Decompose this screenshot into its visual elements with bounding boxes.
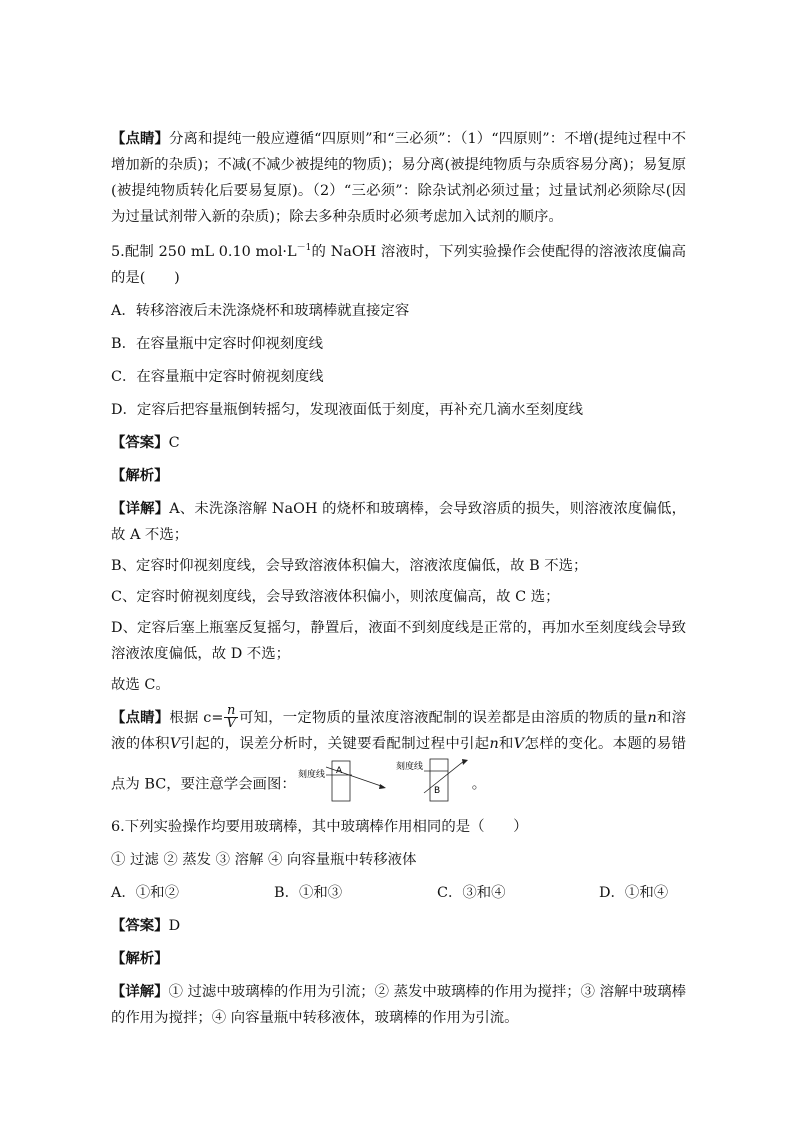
q5-detail-a-text: A、未洗涤溶解 NaOH 的烧杯和玻璃棒，会导致溶质的损失，则溶液浓度偏低，故 A 不选； [111,500,686,543]
q5-dianjing [111,705,686,812]
eye-arrow-left [379,784,386,789]
var-n: n [647,709,657,726]
q6-detail-text: ① 过滤中玻璃棒的作用为引流；② 蒸发中玻璃棒的作用为搅拌；③ 溶解中玻璃棒的作用为搅拌；④ 向容量瓶中转移液体，玻璃棒的作用为引流。 [111,983,686,1026]
fig-label-right: 刻度线 [395,761,423,772]
question-6-stem: 6.下列实验操作均要用玻璃棒，其中玻璃棒作用相同的是（ ） [111,818,528,835]
q6-answer [111,913,686,939]
reading-diagram [296,757,472,812]
q5-option-b: B．在容量瓶中定容时仰视刻度线 [111,335,324,352]
fig-label-left: 刻度线 [297,769,325,780]
q5-detail-b: B、定容时仰视刻度线，会导致溶液体积偏大，溶液浓度偏低，故 B 不选； [111,557,588,574]
dianjing-tag: 【点睛】 [111,130,170,147]
var-V: V [169,735,181,752]
eye-arrow-right [462,759,468,765]
fig-label-b: B [433,785,440,796]
q6-option-a: A．①和② [111,884,179,901]
var-n-2: n [489,735,499,752]
q6-option-b: B．①和③ [274,884,343,901]
formula-denominator: V [226,716,236,732]
q6-answer-tag: 【答案】 [111,916,169,934]
q5-stem-sup: －1 [296,243,312,253]
q5-detail-c: C、定容时俯视刻度线，会导致溶液体积偏小，则浓度偏高，故 C 选； [111,588,560,605]
q6-options-row [111,880,686,906]
fig-label-a: A [335,765,342,776]
q5-dianjing-end: 。 [471,776,487,793]
q6-detail [111,979,686,1031]
var-V-2: V [513,735,525,752]
q6-option-c: C．③和④ [437,884,506,901]
q5-analysis-tag: 【解析】 [111,466,169,484]
q5-dianjing-mid3: 引起的，误差分析时，关键要看配制过程中引起 [180,735,490,752]
q5-stem-post: 的 NaOH 溶液时，下列实验操作会使配得的溶液浓度偏高的是( ) [111,243,686,286]
q5-dianjing-tag: 【点睛】 [111,708,170,726]
q6-answer-value: D [168,917,181,934]
q5-option-d: D．定容后把容量瓶倒转摇匀，发现液面低于刻度，再补充几滴水至刻度线 [111,401,584,418]
sight-line-left [326,767,384,787]
q6-analysis [111,946,686,972]
q5-answer-tag: 【答案】 [111,433,169,451]
reading-diagram-svg [296,757,472,803]
formula-numerator: n [224,705,237,718]
q5-dianjing-mid: 可知，一定物质的量浓度溶液配制的误差都是由溶质的物质的量 [238,709,648,726]
q5-option-a: A．转移溶液后未洗涤烧杯和玻璃棒就直接定容 [111,302,410,319]
q5-dianjing-mid2: 和溶液的体积 [111,709,686,752]
q6-analysis-tag: 【解析】 [111,949,169,967]
q5-analysis [111,463,686,489]
document-page [111,126,686,1036]
q6-detail-tag: 【详解】 [111,982,169,1000]
q5-detail-a [111,496,686,548]
q5-detail-d: D、定容后塞上瓶塞反复摇匀，静置后，液面不到刻度线是正常的，再加水至刻度线会导致溶液浓度偏低，故 D 不选； [111,619,686,662]
q5-answer-value: C [168,434,180,451]
dianjing-paragraph-1 [111,126,686,230]
q5-detail-conclusion: 故选 C。 [111,676,170,693]
q5-dianjing-pre: 根据 c= [169,709,224,726]
q6-option-d: D．①和④ [599,884,669,901]
q5-answer [111,430,686,456]
dianjing-text: 分离和提纯一般应遵循“四原则”和“三必须”：（1）“四原则”：不增(提纯过程中不增加新的杂质)；不减(不减少被提纯的物质)；易分离(被提纯物质与杂质容易分离)；易复原(被提纯物质转化后要易复原)。（2）“三必须”：除杂试剂必须过量；过量试剂必须除尽(因为过量试剂带入新的杂质)；除去多种杂质时必须考虑加入试剂的顺序。 [111,131,686,225]
q5-stem-pre: 5.配制 250 mL 0.10 mol·L [111,243,297,260]
question-5-stem [111,235,686,291]
q5-dianjing-post: 怎样的变化。本题的易错点为 BC，要注意学会画图： [111,735,686,793]
q5-option-c: C．在容量瓶中定容时俯视刻度线 [111,368,324,385]
concentration-formula [224,705,237,730]
q5-dianjing-and: 和 [498,735,514,752]
question-6-operations: ① 过滤 ② 蒸发 ③ 溶解 ④ 向容量瓶中转移液体 [111,851,417,868]
q5-detail-tag: 【详解】 [111,499,170,517]
